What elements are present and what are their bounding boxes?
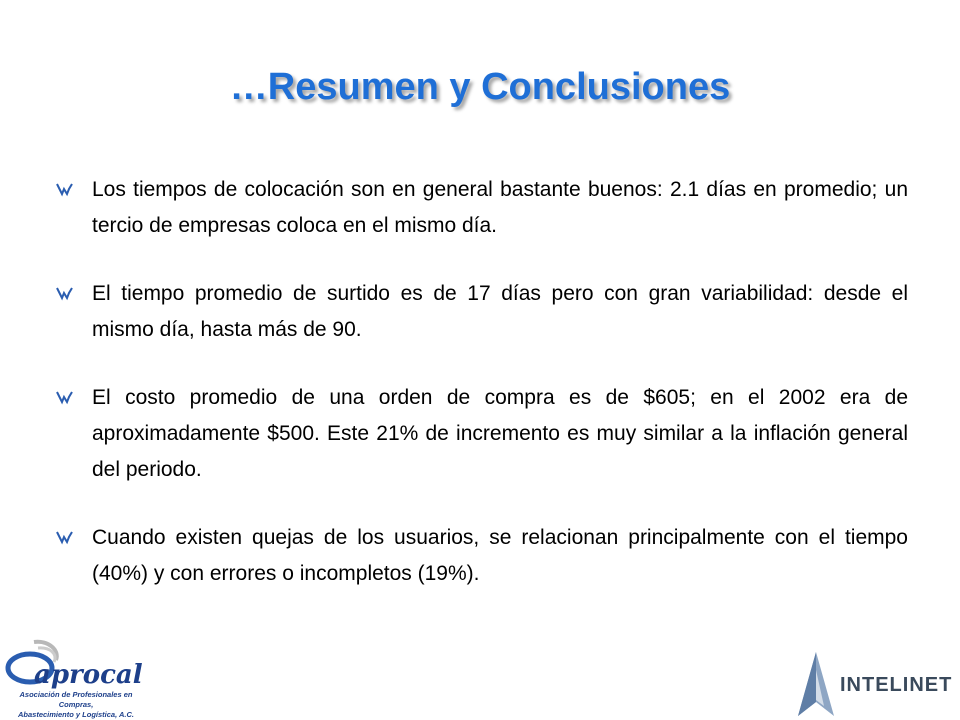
intelinet-name: INTELINET bbox=[840, 674, 953, 696]
intelinet-emblem-icon bbox=[794, 650, 838, 718]
bullet-item bbox=[56, 520, 908, 592]
bullet-marker-icon bbox=[56, 181, 74, 197]
aprocal-subtitle-line: Abastecimiento y Logística, A.C. bbox=[18, 710, 134, 719]
slide-title: …Resumen y Conclusiones bbox=[229, 66, 731, 108]
bullet-list bbox=[56, 172, 908, 624]
aprocal-wordmark: aprocal bbox=[34, 660, 143, 690]
bullet-item bbox=[56, 172, 908, 244]
intelinet-logo bbox=[794, 650, 954, 718]
aprocal-subtitle bbox=[8, 690, 144, 720]
bullet-text: Los tiempos de colocación son en general bastante buenos: 2.1 días en promedio; un tercio de empresas coloca en el mismo día. bbox=[92, 178, 908, 237]
bullet-text: Cuando existen quejas de los usuarios, se relacionan principalmente con el tiempo (40%) y con errores o incompletos (19%). bbox=[92, 526, 908, 585]
bullet-item bbox=[56, 380, 908, 488]
bullet-marker-icon bbox=[56, 529, 74, 545]
bullet-text: El costo promedio de una orden de compra es de $605; en el 2002 era de aproximadamente $500. Este 21% de incremento es muy similar a la inflación general del periodo. bbox=[92, 386, 908, 481]
bullet-marker-icon bbox=[56, 389, 74, 405]
bullet-marker-icon bbox=[56, 285, 74, 301]
bullet-item bbox=[56, 276, 908, 348]
aprocal-logo bbox=[4, 638, 144, 719]
aprocal-subtitle-line: Asociación de Profesionales en Compras, bbox=[19, 690, 133, 709]
bullet-text: El tiempo promedio de surtido es de 17 días pero con gran variabilidad: desde el mismo día, hasta más de 90. bbox=[92, 282, 908, 341]
